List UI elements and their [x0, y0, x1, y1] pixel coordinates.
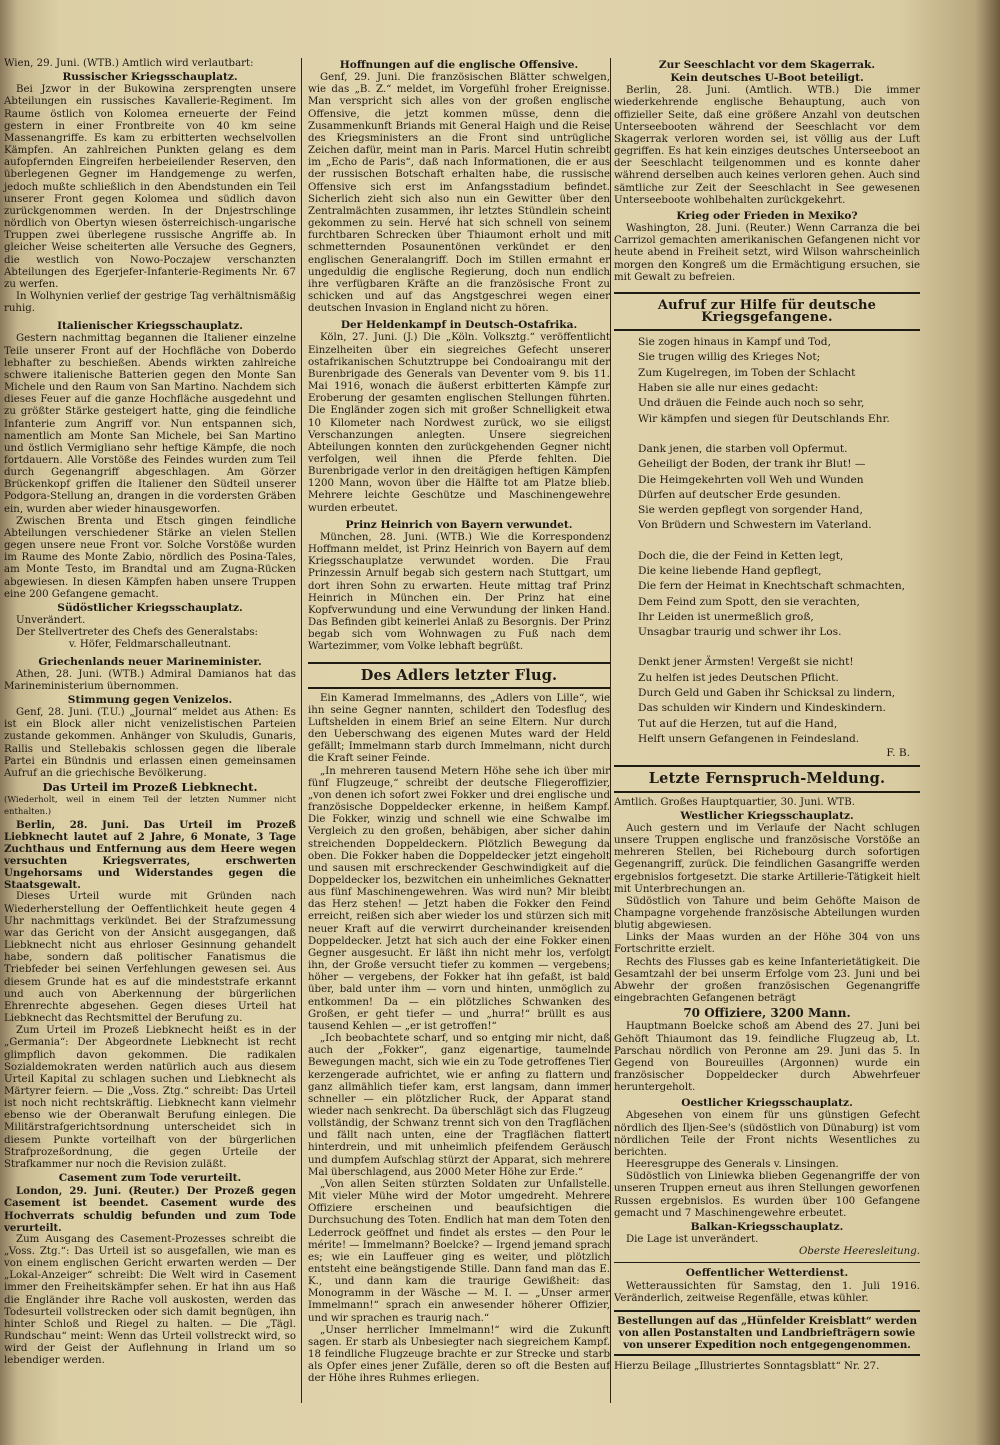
poem-line: Sie werden gepflegt von sorgender Hand,: [638, 504, 863, 517]
poem-line: Doch die, die der Feind in Ketten legt,: [638, 549, 844, 562]
signature: Oberste Heeresleitung.: [799, 1246, 920, 1258]
paragraph: Genf, 28. Juni. (T.U.) „Journal“ meldet aus Athen: Es ist ein Block aller nicht venizelistischen Parteien zustande gekommen. Anhänger von Skuludis, Gunaris, Rallis und Stellebakis schlossen gegen die liberale Partei ein Bündnis und erlassen einen gemeinsamen Aufruf an die griechische Bevölkerung.: [4, 707, 296, 779]
section-heading: Russischer Kriegsschauplatz.: [62, 71, 238, 84]
paragraph: Berlin, 28. Juni. Das Urteil im Prozeß Liebknecht lautet auf 2 Jahre, 6 Monate, 3 Tage Zuchthaus und Entfernung aus dem Heere wegen versuchten Kriegsverrates, erschwerten Ungehorsams und Widerstandes gegen die Staatsgewalt.: [4, 818, 296, 892]
poem-line: Die keine liebende Hand gepflegt,: [638, 564, 822, 577]
paragraph: Rechts des Flusses gab es keine Infanterietätigkeit. Die Gesamtzahl der bei unserm Erfolge vom 23. Juni und bei Abwehr der großen französischen Gegenangriffe eingebrachten Gefangenen beträgt: [614, 956, 920, 1005]
poem-line: Dürfen auf deutscher Erde gesunden.: [638, 488, 841, 501]
paragraph: Zum Urteil im Prozeß Liebknecht heißt es in der „Germania“: Der Abgeordnete Liebknecht ist recht glimpflich davon gekommen. Die radikalen Sozialdemokraten werden natürlich auch aus diesem Urteil Kapital zu schlagen suchen und Liebknecht als Märtyrer feiern. — Die „Voss. Ztg.“ schreibt: Das Urteil ist noch nicht rechtskräftig. Liebknecht kann vielmehr ebenso wie der Oberanwalt Berufung einlegen. Die Militärstrafgerichtsordnung unterscheidet sich in diesem Punkte vorteilhaft von der bürgerlichen Strafprozeßordnung, die gegen Urteile der Strafkammer nur noch die Revision zuläßt.: [4, 1025, 296, 1170]
weather-heading: Oeffentlicher Wetterdienst.: [685, 1267, 849, 1280]
poem-line: Die fern der Heimat in Knechtschaft schmachten,: [638, 580, 906, 593]
section-heading: Balkan-Kriegsschauplatz.: [690, 1220, 844, 1233]
column-middle: [308, 58, 610, 1403]
paragraph: Genf, 29. Juni. Die französischen Blätter schwelgen, wie das „B. Z.“ meldet, im Vorgefühl froher Ereignisse. Man verspricht sich alles von der großen englische Offensive, die jetzt kommen müsse, denn die Zusammenkunft Briands mit General Haigh und die Reise des Kriegsministers an die Front sind untrügliche Zeichen dafür, meint man in Paris. Marcel Hutin schreibt im „Echo de Paris“, daß nach Informationen, die er aus der russischen Botschaft erhalten habe, die russische Offensive sich erst im Anfangsstadium befindet. Sicherlich zieht sich also nun ein Gewitter über den Zentralmächten zusammen, ihr letztes Stündlein scheint gekommen zu sein. Hervé hat sich schnell von seinem furchtbaren Schrecken über Thiaumont erholt und mit schmetternden Posaunentönen verkündet er den englischen Generalangriff. Doch im Stillen ermahnt er ungeduldig die englische Regierung, doch nun endlich ihre verfügbaren Kräfte an die französische Front zu schicken und auf das Angstgeschrei wegen einer deutschen Invasion in England nicht zu hören.: [308, 72, 610, 315]
section-heading: Westlicher Kriegsschauplatz.: [680, 809, 854, 822]
paragraph: Links der Maas wurden an der Höhe 304 von uns Fortschritte erzielt.: [614, 932, 920, 956]
poem-line: Dank jenen, die starben voll Opfermut.: [638, 442, 848, 455]
article-heading: Stimmung gegen Venizelos.: [67, 693, 233, 706]
paragraph: Südöstlich von Liniewka blieben Gegenangriffe der von unseren Truppen erneut aus ihren Stellungen geworfenen Russen ergebnislos. Es wurden über 100 Gefangene gemacht und 7 Maschinengewehre erbeutet.: [614, 1171, 920, 1219]
paragraph: „Unser herrlicher Immelmann!“ wird die Zukunft sagen. Er starb als Unbesiegter nach siegreichem Kampf. 18 feindliche Flugzeuge brachte er zur Strecke und starb als Opfer eines jener Zufälle, deren so oft die Besten auf der Höhe ihres Ruhmes erliegen.: [308, 1324, 610, 1385]
poem-stanza: [638, 549, 920, 641]
paragraph: Berlin, 28. Juni. (Amtlich. WTB.) Die immer wiederkehrende englische Behauptung, auch von offizieller Seite, daß eine größere Anzahl von deutschen Unterseebooten während der Seeschlacht vor dem Skagerrak verloren worden sei, ist völlig aus der Luft gegriffen. Es hat kein einziges deutsches Unterseeboot an der Seeschlacht teilgenommen und es konnte daher während derselben auch keines verloren gehen. Auch sind sämtliche zur Zeit der Seeschlacht in See gewesenen Unterseeboote wohlbehalten zurückgekehrt.: [614, 85, 920, 206]
section-heading: Oestlicher Kriegsschauplatz.: [681, 1097, 853, 1110]
column-left: [0, 58, 296, 1403]
paragraph: Zwischen Brenta und Etsch gingen feindliche Abteilungen verschiedener Stärke an vielen Stellen gegen unsere neue Front vor. Solche Vorstöße wurden im Raume des Monte Zabio, nördlich des Posina-Tales, am Monte Testo, im Brandtal und am Zugna-Rücken abgewiesen. In diesen Kämpfen haben unsere Truppen eine 200 Gefangene gemacht.: [4, 515, 296, 600]
poem-signature: F. B.: [886, 747, 910, 760]
article-heading: Griechenlands neuer Marineminister.: [38, 655, 262, 668]
poem-line: Haben sie alle nur eines gedacht:: [638, 382, 819, 395]
paragraph: Abgesehen von einem für uns günstigen Gefecht nördlich des Iljen-See's (südöstlich von Dünaburg) ist vom nördlichen Teile der Front nichts Wesentliches zu berichten.: [614, 1110, 920, 1158]
paragraph: Washington, 28. Juni. (Reuter.) Wenn Carranza die bei Carrizol gemachten amerikanischen Gefangenen nicht vor heute abend in Freiheit setzt, wird Wilson wahrscheinlich morgen den Kongreß um die Ermächtigung ersuchen, sie mit Gewalt zu befreien.: [614, 223, 920, 283]
subscription-notice: [614, 1310, 920, 1356]
last-report-heading-box: [614, 765, 920, 792]
paragraph: Auch gestern und im Verlaufe der Nacht schlugen unsere Truppen englische und französische Vorstöße an mehreren Stellen, bei Richebourg durch sofortigen Gegenangriff, zurück. Die feindlichen Gasangriffe werden ergebnislos fortgesetzt. Die starke Artillerie-Tätigkeit hielt mit Unterbrechungen an.: [614, 822, 920, 895]
paragraph: Gestern nachmittag begannen die Italiener einzelne Teile unserer Front auf der Hochfläche von Doberdo lebhafter zu beschießen. Abends wirkten zahlreiche schwere italienische Batterien gegen den Monte San Michele und den Raum von San Martino. Nachdem sich dieses Feuer auf die ganze Hochfläche ausgedehnt und zu größter Stärke gesteigert hatte, ging die feindliche Infanterie zum Angriff vor. Nun entspannen sich, namentlich am Monte San Michele, bei San Martino und östlich Vermigliano sehr heftige Kämpfe, die noch fortdauern. Alle Vorstöße des Feindes wurden zum Teil durch Gegenangriff abgeschlagen. Am Görzer Brückenkopf griffen die Italiener den Südteil unserer Podgora-Stellung an, drangen in die vordersten Gräben ein, wurden aber wieder hinausgeworfen.: [4, 333, 296, 515]
article-heading: Prinz Heinrich von Bayern verwundet.: [345, 518, 573, 531]
poem-stanza: [638, 335, 920, 427]
paragraph: Köln, 27. Juni. (J.) Die „Köln. Volksztg.“ veröffentlicht Einzelheiten über ein siegreiches Gefecht unserer ostafrikanischen Schutztruppe bei Condoairangu mit der Burenbrigade des Generals van Deventer vom 9. bis 11. Mai 1916, wonach die äußerst erbitterten Kämpfe zur Eroberung der gesamten englischen Stellungen führten. Die Engländer zogen sich mit großer Schnelligkeit etwa 10 Kilometer nach Nordwest zurück, wo sie eiligst Verschanzungen anlegten. Unsere siegreichen Abteilungen konnten den zurückgehenden Gegner nicht verfolgen, weil ihnen die Pferde fehlten. Die Burenbrigade verlor in den dreitägigen heftigen Kämpfen 1200 Mann, wovon über die Hälfte tot am Platze blieb. Mehrere leichte Geschütze und Maschinengewehre wurden erbeutet.: [308, 332, 610, 514]
paragraph: „Ich beobachtete scharf, und so entging mir nicht, daß auch der „Fokker“, ganz eigenartige, taumelnde Bewegungen macht, sich wie ein zu Tode getroffenes Tier kerzengerade aufrichtet, wie er anfing zu flattern und ganz allmählich tiefer kam, erst langsam, dann immer schneller — ein plötzlicher Ruck, der Apparat stand wieder nach senkrecht. Da überschlägt sich das Flugzeug vollständig, der Schwanz trennt sich von den Tragflächen und fällt nach unten, eine der Tragflächen flattert hinterdrein, und mit unheimlich pfeifendem Geräusch und dumpfem Aufschlag stürzt der Apparat, sich mehrere Mal überschlagend, aus 2000 Meter Höhe zur Erde.“: [308, 1033, 610, 1178]
paragraph: Wetteraussichten für Samstag, den 1. Juli 1916. Veränderlich, zeitweise Regenfälle, etwas kühler.: [614, 1280, 920, 1304]
article-heading: Zur Seeschlacht vor dem Skagerrak.: [658, 59, 876, 71]
poem-line: Zu helfen ist jedes Deutschen Pflicht.: [638, 671, 839, 684]
poem-line: Sie zogen hinaus in Kampf und Tod,: [638, 336, 831, 349]
paragraph: Heeresgruppe des Generals v. Linsingen.: [626, 1159, 839, 1171]
article-heading: Krieg oder Frieden in Mexiko?: [676, 209, 858, 222]
poem-line: Ihr Leiden ist unermeßlich groß,: [638, 610, 814, 623]
article-subheading: Kein deutsches U-Boot beteiligt.: [670, 72, 864, 85]
supplement-note: Hierzu Beilage „Illustriertes Sonntagsblatt“ Nr. 27.: [614, 1361, 880, 1373]
article-heading: Casement zum Tode verurteilt.: [58, 1172, 242, 1185]
poem-stanza: [638, 655, 920, 747]
paragraph: Der Stellvertreter des Chefs des Generalstabs:: [16, 627, 258, 639]
paragraph: Zum Ausgang des Casement-Prozesses schreibt die „Voss. Ztg.“: Das Urteil ist so ausgefallen, wie man es von einem englischen Gericht erwarten werden — Der „Lokal-Anzeiger“ schreibt: Die Welt wird in Casement immer den Freiheitskämpfer sehen. Er hat ihn aus Haß die Engländer ihre Rache voll auskosten, werden das Todesurteil vollstrecken oder sich damit begnügen, ihn hinter Schloß und Riegel zu halten. — Die „Tägl. Rundschau“ meint: Wenn das Urteil vollstreckt wird, so wird der Geist der Auflehnung in Irland um so lebendiger werden.: [4, 1233, 296, 1367]
paragraph: Die Lage ist unverändert.: [626, 1234, 759, 1246]
appeal-heading-box: [614, 292, 920, 331]
note: (Wiederholt, weil in einem Teil der letzten Nummer nicht enthalten.): [4, 795, 296, 818]
signature: v. Höfer, Feldmarschalleutnant.: [68, 639, 232, 651]
article-heading: Das Urteil im Prozeß Liebknecht.: [42, 780, 258, 795]
paragraph: In Wolhynien verlief der gestrige Tag verhältnismäßig ruhig.: [4, 290, 296, 315]
paragraph: London, 29. Juni. (Reuter.) Der Prozeß gegen Casement ist beendet. Casement wurde des Hochverrats schuldig befunden und zum Tode verurteilt.: [4, 1185, 296, 1234]
poem-line: Dem Feind zum Spott, den sie verachten,: [638, 595, 860, 608]
last-report-heading: Letzte Fernspruch-Meldung.: [648, 770, 886, 788]
poem: [614, 335, 920, 747]
prisoner-count: 70 Offiziere, 3200 Mann.: [683, 1006, 851, 1021]
section-heading: Italienischer Kriegsschauplatz.: [57, 320, 243, 333]
poem-line: Durch Geld und Gaben ihr Schicksal zu lindern,: [638, 687, 896, 700]
paragraph: Amtlich. Großes Hauptquartier, 30. Juni. WTB.: [614, 796, 855, 808]
paragraph: Dieses Urteil wurde mit Gründen nach Wiederherstellung der Oeffentlichkeit heute gegen 4 Uhr nachmittags verkündet. Bei der Strafzumessung war das Gericht von der Ansicht ausgegangen, daß Liebknecht nicht aus ehrloser Gesinnung gehandelt habe, sondern daß politischer Fanatismus die Triebfeder bei seinen Verfehlungen gewesen sei. Aus diesem Grunde hat es auf die mindeststrafe erkannt und auch von Aberkennung der bürgerlichen Ehrenrechte abgesehen. Gegen dieses Urteil hat Liebknecht das Rechtsmittel der Berufung zu.: [4, 891, 296, 1025]
paragraph: „Von allen Seiten stürzten Soldaten zur Unfallstelle. Mit vieler Mühe wird der Motor umgedreht. Mehrere Offiziere erscheinen und beaufsichtigen die Durchsuchung des Toten. Endlich hat man dem Toten den Lederrock geöffnet und findet als erstes — den Pour le mérite! — Immelmann? Boelcke? — Irgend jemand sprach es; wie ein Lauffeuer ging es weiter, und plötzlich entsteht eine beängstigende Stille. Dann fand man das E. K., und dann kam die traurige Gewißheit: das Monogramm in der Wäsche — M. I. — „Unser armer Immelmann!“ sprach ein anwesender höherer Offizier, und wir sprachen es traurig nach.“: [308, 1178, 610, 1324]
subscription-text: Bestellungen auf das „Hünfelder Kreisblatt“ werden von allen Postanstalten und Landbriefträgern sowie von unserer Expedition noch entgegengenommen.: [617, 1314, 917, 1352]
paragraph: Südöstlich von Tahure und beim Gehöfte Maison de Champagne vorgehende französische Abteilungen wurden blutig abgewiesen.: [614, 895, 920, 932]
poem-line: Tut auf die Herzen, tut auf die Hand,: [638, 717, 838, 730]
feature-heading: Des Adlers letzter Flug.: [360, 666, 558, 684]
poem-stanza: [638, 442, 920, 534]
paragraph: Athen, 28. Juni. (WTB.) Admiral Damianos hat das Marineministerium übernommen.: [4, 668, 296, 692]
article-heading: Hoffnungen auf die englische Offensive.: [339, 59, 579, 71]
poem-line: Von Brüdern und Schwestern im Vaterland.: [638, 519, 872, 532]
poem-line: Zum Kugelregen, im Toben der Schlacht: [638, 366, 856, 379]
poem-line: Unsagbar traurig und schwer ihr Los.: [638, 626, 842, 639]
poem-line: Die Heimgekehrten voll Weh und Wunden: [638, 473, 864, 486]
poem-line: Und dräuen die Feinde auch noch so sehr,: [638, 397, 865, 410]
poem-line: Sie trugen willig des Krieges Not;: [638, 351, 821, 364]
paragraph: München, 28. Juni. (WTB.) Wie die Korrespondenz Hoffmann meldet, ist Prinz Heinrich von Bayern auf dem Kriegsschauplatze verwundet worden. Die Frau Prinzessin Arnulf begab sich gestern nach Stuttgart, um dort ihren Sohn zu erwarten. Heute mittag traf Prinz Heinrich in München ein. Der Prinz hat eine Kopfverwundung und eine Verwundung der linken Hand. Das Befinden gibt keinerlei Anlaß zu Besorgnis. Der Prinz begab sich vom Wohnwagen zu Fuß nach dem Wartezimmer, vom Volke lebhaft begrüßt.: [308, 531, 610, 653]
dateline: Wien, 29. Juni. (WTB.) Amtlich wird verlautbart:: [4, 58, 254, 69]
poem-line: Das schulden wir Kindern und Kindeskindern.: [638, 702, 886, 715]
column-rule: [610, 58, 611, 1403]
article-heading: Der Heldenkampf in Deutsch-Ostafrika.: [340, 319, 578, 332]
divider: [614, 1262, 920, 1263]
section-heading: Südöstlicher Kriegsschauplatz.: [57, 601, 243, 614]
poem-line: Wir kämpfen und siegen für Deutschlands Ehr.: [638, 412, 890, 425]
paragraph: Bei Jzwor in der Bukowina zersprengten unsere Abteilungen ein russisches Kavallerie-Regiment. Im Raume östlich von Kolomea erneuerte der Feind gestern in einer Frontbreite von 40 km seine Massenangriffe. Es kam zu erbitterten wechselvollen Kämpfen. An zahlreichen Punkten gelang es dem aufopfernden Eingreifen herbeieilender Reserven, den überlegenen Gegner im Handgemenge zu werfen, jedoch mußte schließlich in den Abendstunden ein Teil unserer Front gegen Kolomea und südlich davon zurückgenommen werden. In der Dnjestrschlinge nördlich von Obertyn wiesen österreichisch-ungarische Truppen zwei überlegene russische Angriffe ab. In gleicher Weise scheiterten alle Versuche des Gegners, die westlich von Nowo-Poczajew verschanzten Abteilungen des Egerjefer-Infanterie-Regiments Nr. 67 zu werfen.: [4, 84, 296, 290]
appeal-heading: Aufruf zur Hilfe für deutsche Kriegsgefangene.: [657, 297, 877, 325]
poem-line: Denkt jener Ärmsten! Vergeßt sie nicht!: [638, 656, 854, 669]
column-rule: [301, 58, 302, 1403]
column-right: [614, 58, 920, 1403]
paragraph: Hauptmann Boelcke schoß am Abend des 27. Juni bei Gehöft Thiaumont das 19. feindliche Flugzeug ab, Lt. Parschau nördlich von Peronne am 29. Juni das 5. In Gegend von Boureuilles (Argonnen) wurde ein französischer Doppeldecker durch Abwehrfeuer heruntergeholt.: [614, 1021, 920, 1094]
paragraph: Ein Kamerad Immelmanns, des „Adlers von Lille“, wie ihn seine Gegner nannten, schildert den Todesflug des Luftshelden in einem Brief an seine Eltern. Nur durch den Ueberschwang des eigenen Mutes ward der Held gefällt; Immelmann starb durch Immelmann, nicht durch die Kraft seiner Feinde.: [308, 692, 610, 765]
paragraph: „In mehreren tausend Metern Höhe sehe ich über mir fünf Flugzeuge,“ schreibt der deutsche Fliegeroffizier, „von denen ich sofort zwei Fokker und drei englische und französische Doppeldecker erkenne, in heißem Kampf. Die Fokker, winzig und schnell wie eine Schwalbe im Vergleich zu den großen, behäbigen, aber sicher dahin streichenden Doppeldeckern. Plötzlich Bewegung da oben. Die Fokker haben die Doppeldecker jetzt eingeholt und sausen mit erschreckender Geschwindigkeit auf die Doppeldecker los, bezwitchen ein unheimliches Geknatter aus fünf Maschinengewehren. Was wird nun? Mir bleibt das Herz stehen! — Jetzt haben die Fokker den Feind erreicht, reißen sich aber wieder los und stürzen sich mit neuer Kraft auf die verwirrt durcheinander kreisenden Doppeldecker. Jetzt hat sich auch der eine Fokker einen Gegner ausgesucht. Er läßt ihn nicht mehr los, verfolgt ihn, der Große versucht tiefer zu kommen — vergebens; höher — vergebens, der Fokker hat ihn gefaßt, ist bald über, bald unter ihm — vorn und hinten, unmöglich zu entkommen! Da — ein plötzliches Schwanken des Großen, er geht tiefer — und „hurra!“ brüllt es aus tausend Kehlen — „er ist getroffen!“: [308, 765, 610, 1032]
poem-line: Geheiligt der Boden, der trank ihr Blut! —: [638, 458, 866, 471]
feature-heading-box: [308, 662, 610, 689]
paragraph: Unverändert.: [16, 615, 86, 627]
poem-line: Helft unsern Gefangenen in Feindesland.: [638, 732, 860, 745]
